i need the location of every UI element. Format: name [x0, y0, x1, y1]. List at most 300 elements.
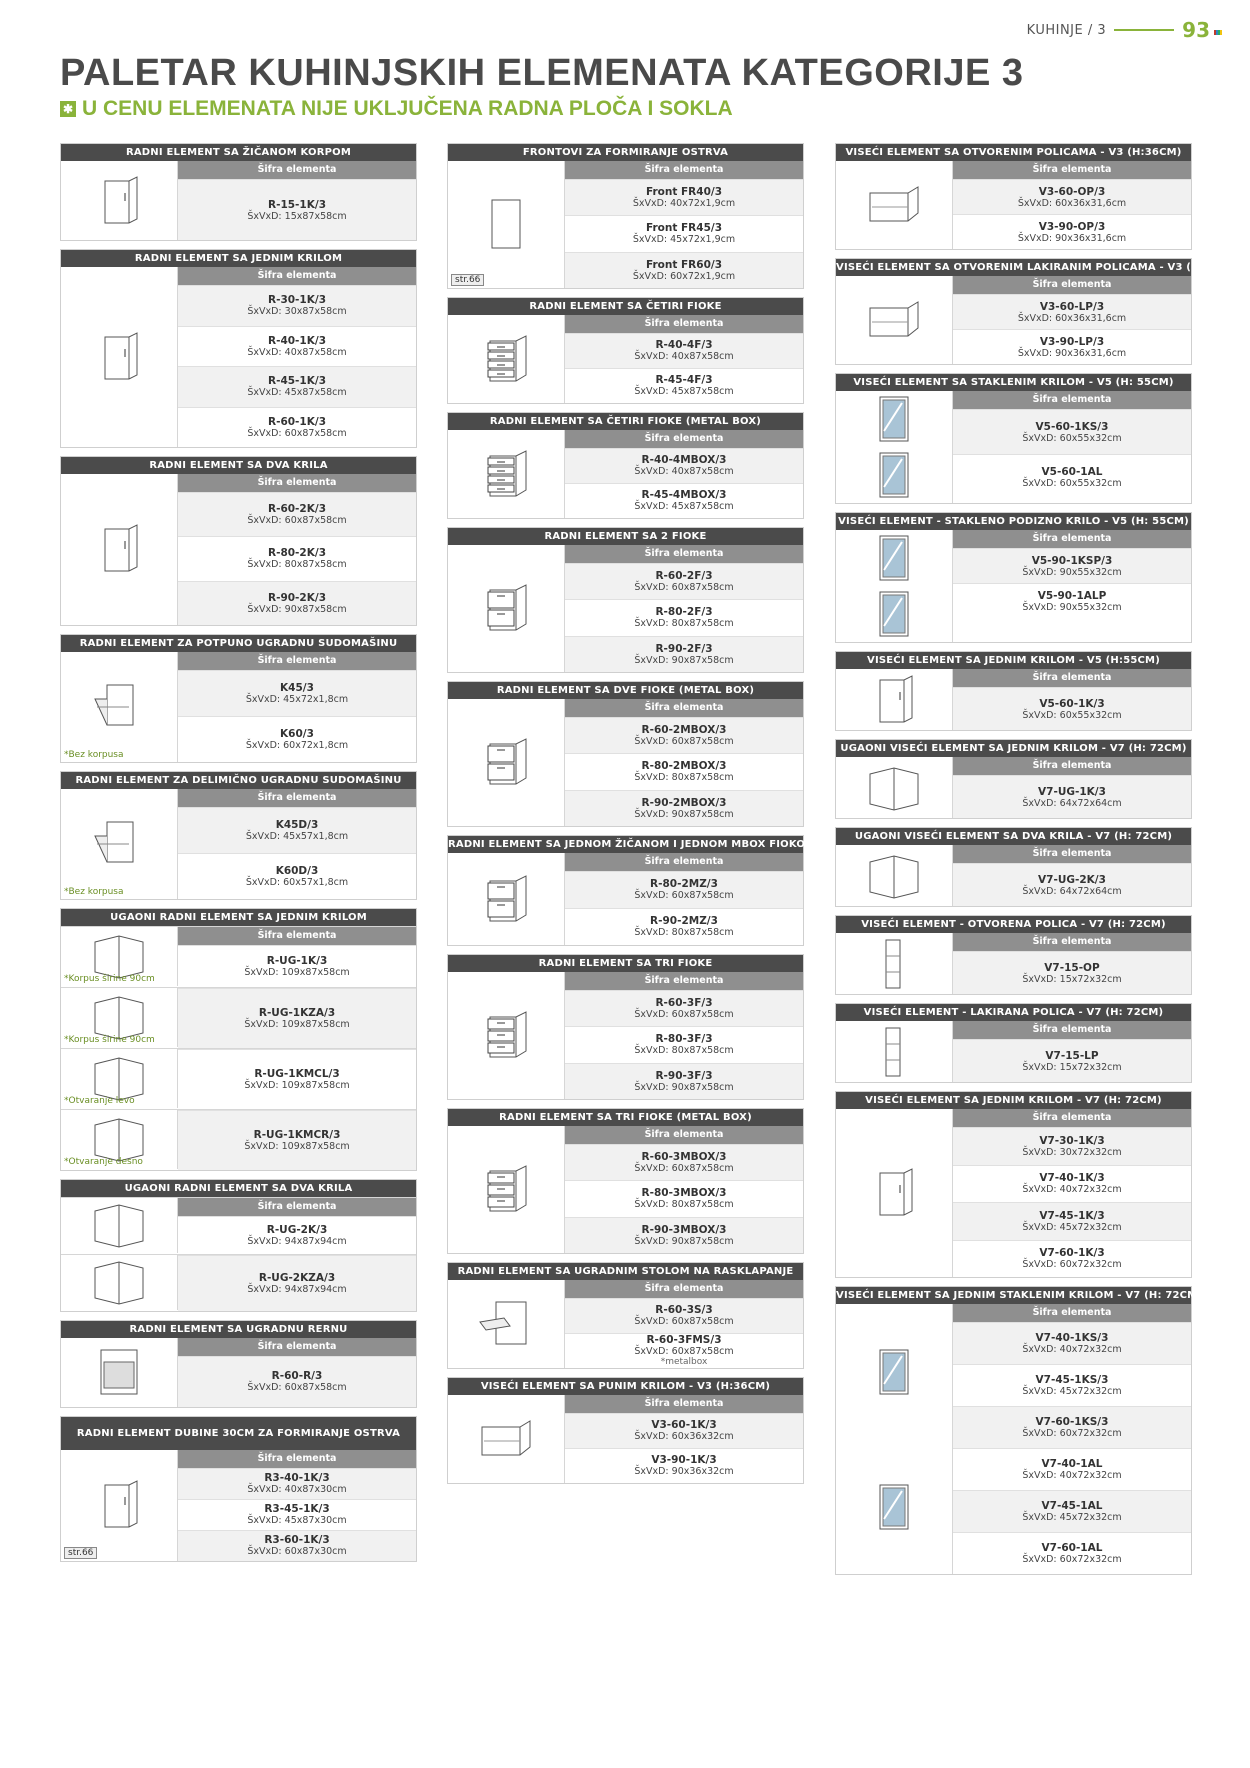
section-title: VISEĆI ELEMENT - OTVORENA POLICA - V7 (H: 72CM) — [836, 916, 1191, 933]
element-dimensions: ŠxVxD: 60x72x32cm — [1022, 1554, 1122, 1565]
code-list — [953, 1304, 1191, 1574]
list-item — [565, 636, 803, 672]
code-list — [178, 161, 416, 240]
element-code: R-UG-1KZA/3 — [258, 1006, 336, 1019]
list-item — [178, 1255, 416, 1311]
product-image — [836, 276, 953, 364]
column-wall-cabinets — [835, 143, 1241, 1583]
section-title: UGAONI RADNI ELEMENT SA JEDNIM KRILOM — [61, 909, 416, 926]
product-image — [61, 652, 178, 762]
wall-corner-icon — [864, 760, 924, 816]
product-image — [448, 545, 565, 672]
list-item — [953, 1490, 1191, 1532]
list-item — [953, 1406, 1191, 1448]
page-subtitle — [60, 97, 733, 121]
product-note: *Otvaranje levo — [64, 1095, 135, 1106]
code-column-header: Šifra elementa — [953, 1109, 1191, 1127]
code-list — [565, 161, 803, 288]
element-dimensions: ŠxVxD: 60x36x32cm — [634, 1431, 734, 1443]
element-code: V5-60-1AL — [1041, 465, 1103, 478]
element-dimensions: ŠxVxD: 40x87x58cm — [247, 346, 347, 358]
list-item — [565, 1144, 803, 1180]
section-title: RADNI ELEMENT ZA DELIMIČNO UGRADNU SUDOMAŠINU — [61, 772, 416, 789]
product-section — [447, 1377, 804, 1484]
element-dimensions: ŠxVxD: 45x72x1,8cm — [245, 693, 349, 705]
code-column-header: Šifra elementa — [178, 474, 416, 492]
element-dimensions: ŠxVxD: 80x87x58cm — [634, 772, 734, 784]
product-variant — [61, 1048, 416, 1109]
code-list — [953, 845, 1191, 906]
product-image — [61, 1110, 178, 1169]
product-note: *Otvaranje desno — [64, 1156, 143, 1167]
section-body — [448, 430, 803, 518]
list-item — [178, 366, 416, 407]
section-body — [448, 853, 803, 945]
code-list — [178, 1255, 416, 1311]
product-section — [60, 908, 417, 1171]
element-code: V3-90-LP/3 — [1039, 335, 1105, 348]
product-section — [835, 143, 1192, 250]
element-dimensions: ŠxVxD: 40x72x1,9cm — [632, 198, 736, 210]
code-list — [178, 927, 416, 987]
code-list — [565, 1395, 803, 1483]
element-dimensions: ŠxVxD: 90x87x58cm — [634, 1081, 734, 1093]
product-image — [448, 315, 565, 403]
element-dimensions: ŠxVxD: 60x72x32cm — [1022, 1428, 1122, 1439]
section-body — [836, 1021, 1191, 1082]
product-image — [836, 1109, 953, 1277]
section-body — [836, 161, 1191, 249]
product-image — [836, 1021, 953, 1082]
code-list — [178, 1198, 416, 1254]
code-column-header: Šifra elementa — [953, 161, 1191, 179]
element-code: V5-60-1K/3 — [1039, 697, 1105, 710]
code-column-header: Šifra elementa — [565, 430, 803, 448]
product-image — [61, 474, 178, 625]
product-image — [61, 1198, 178, 1253]
product-section — [447, 143, 804, 289]
code-list — [953, 161, 1191, 249]
code-list — [178, 1338, 416, 1407]
code-list — [565, 1126, 803, 1253]
element-code: R-30-1K/3 — [268, 294, 326, 307]
list-item — [953, 179, 1191, 214]
element-code: K45/3 — [280, 681, 314, 694]
element-code: R-60-R/3 — [271, 1370, 323, 1383]
code-list — [178, 652, 416, 762]
list-item — [953, 1165, 1191, 1203]
element-dimensions: ŠxVxD: 80x87x58cm — [247, 559, 347, 571]
element-dimensions: ŠxVxD: 45x87x58cm — [634, 386, 734, 398]
element-code: V7-30-1K/3 — [1039, 1134, 1105, 1147]
element-dimensions: ŠxVxD: 60x36x31,6cm — [1017, 312, 1127, 324]
product-image — [61, 1450, 178, 1561]
section-title: RADNI ELEMENT SA UGRADNIM STOLOM NA RASKLAPANJE — [448, 1263, 803, 1280]
product-image — [61, 1049, 178, 1108]
element-dimensions: ŠxVxD: 64x72x64cm — [1022, 797, 1122, 809]
element-dimensions: ŠxVxD: 15x87x58cm — [247, 210, 347, 222]
two-drawer-icon — [476, 580, 536, 636]
element-code: R-90-2K/3 — [268, 591, 326, 604]
section-title: RADNI ELEMENT SA TRI FIOKE (METAL BOX) — [448, 1109, 803, 1126]
section-body — [836, 757, 1191, 818]
product-variant — [61, 1197, 416, 1254]
code-column-header: Šifra elementa — [953, 391, 1191, 409]
list-item — [178, 179, 416, 240]
list-item — [565, 1448, 803, 1483]
product-section — [447, 1262, 804, 1369]
wire-drawer-icon — [476, 871, 536, 927]
section-title: RADNI ELEMENT SA ŽIČANOM KORPOM — [61, 144, 416, 161]
code-column-header: Šifra elementa — [178, 927, 416, 945]
code-list — [178, 474, 416, 625]
code-list — [953, 933, 1191, 994]
list-item — [178, 1530, 416, 1561]
element-code: R-15-1K/3 — [268, 198, 326, 211]
list-item — [565, 599, 803, 635]
element-code: R-90-3F/3 — [655, 1069, 713, 1082]
code-list — [565, 699, 803, 826]
element-code: V7-45-1KS/3 — [1035, 1374, 1109, 1386]
element-dimensions: ŠxVxD: 45x87x58cm — [634, 501, 734, 513]
element-dimensions: ŠxVxD: 64x72x64cm — [1022, 885, 1122, 897]
subtitle-text: U CENU ELEMENATA NIJE UKLJUČENA RADNA PLOČA I SOKLA — [82, 97, 733, 120]
element-code: V7-15-LP — [1045, 1049, 1099, 1062]
front-panel-icon — [476, 196, 536, 252]
code-column-header: Šifra elementa — [178, 1450, 416, 1468]
element-code: V7-40-1KS/3 — [1035, 1332, 1109, 1344]
code-list — [565, 853, 803, 945]
element-code: Front FR40/3 — [645, 186, 723, 199]
code-column-header: Šifra elementa — [565, 1280, 803, 1298]
list-item — [178, 1499, 416, 1530]
three-drawer-icon — [476, 1007, 536, 1063]
section-title: VISEĆI ELEMENT SA JEDNIM KRILOM - V5 (H:55CM) — [836, 652, 1191, 669]
product-section — [447, 412, 804, 519]
element-code: R-80-2K/3 — [268, 547, 326, 560]
element-code: R3-45-1K/3 — [264, 1503, 330, 1516]
list-item — [953, 951, 1191, 994]
section-body — [61, 161, 416, 240]
wire-basket-cabinet-icon — [89, 173, 149, 229]
code-column-header: Šifra elementa — [565, 545, 803, 563]
code-column-header: Šifra elementa — [178, 267, 416, 285]
element-code: R-90-2F/3 — [655, 642, 713, 655]
list-item — [178, 807, 416, 853]
section-body — [448, 1280, 803, 1368]
element-dimensions: ŠxVxD: 45x72x32cm — [1022, 1221, 1122, 1233]
section-title: UGAONI RADNI ELEMENT SA DVA KRILA — [61, 1180, 416, 1197]
code-column-header: Šifra elementa — [953, 669, 1191, 687]
element-code: V5-60-1KS/3 — [1035, 420, 1109, 433]
section-body — [836, 391, 1191, 503]
list-item — [565, 1063, 803, 1099]
wall-corner-double-icon — [864, 848, 924, 904]
narrow-shelf-icon — [864, 1024, 924, 1080]
list-item — [565, 333, 803, 368]
tall-glass-cabinet-icon — [864, 1479, 924, 1535]
section-title: VISEĆI ELEMENT SA JEDNIM STAKLENIM KRILOM - V7 (H: 72CM) — [836, 1287, 1191, 1304]
list-item — [178, 285, 416, 326]
code-list — [565, 1280, 803, 1368]
element-code: R-45-4MBOX/3 — [641, 489, 727, 502]
element-code: R-80-3F/3 — [655, 1033, 713, 1046]
three-drawer-icon — [476, 1161, 536, 1217]
product-image — [61, 1255, 178, 1310]
product-section — [447, 835, 816, 946]
product-section — [447, 1108, 804, 1254]
code-list — [953, 391, 1191, 503]
list-item — [953, 1039, 1191, 1082]
code-column-header: Šifra elementa — [953, 757, 1191, 775]
product-section — [447, 954, 804, 1100]
product-image — [836, 530, 953, 642]
product-image — [448, 430, 565, 518]
product-section — [835, 1091, 1192, 1278]
glass-door-icon — [864, 447, 924, 503]
section-body — [836, 669, 1191, 730]
element-code: V7-40-1K/3 — [1039, 1172, 1105, 1185]
section-body — [836, 933, 1191, 994]
list-item — [565, 990, 803, 1026]
element-dimensions: ŠxVxD: 15x72x32cm — [1022, 1061, 1122, 1073]
wall-flap-cabinet-icon — [476, 1411, 536, 1467]
element-dimensions: ŠxVxD: 45x87x30cm — [247, 1515, 347, 1527]
section-body — [448, 545, 803, 672]
element-dimensions: ŠxVxD: 60x57x1,8cm — [245, 876, 349, 888]
element-dimensions: ŠxVxD: 109x87x58cm — [244, 1079, 350, 1091]
element-dimensions: ŠxVxD: 60x72x1,9cm — [632, 270, 736, 282]
product-image — [836, 391, 953, 503]
code-list — [565, 430, 803, 518]
oven-cabinet-icon — [89, 1344, 149, 1400]
element-code: R-40-4MBOX/3 — [641, 454, 727, 467]
element-dimensions: ŠxVxD: 109x87x58cm — [244, 1140, 350, 1152]
element-dimensions: ŠxVxD: 60x36x31,6cm — [1017, 197, 1127, 209]
code-list — [178, 1049, 416, 1109]
product-section — [835, 1286, 1203, 1575]
section-title: VISEĆI ELEMENT SA JEDNIM KRILOM - V7 (H: 72CM) — [836, 1092, 1191, 1109]
section-body — [61, 789, 416, 899]
list-item — [565, 871, 803, 908]
list-item — [565, 790, 803, 826]
element-dimensions: ŠxVxD: 90x87x58cm — [634, 654, 734, 666]
product-image — [61, 267, 178, 447]
element-code: R3-60-1K/3 — [264, 1534, 330, 1547]
list-item — [953, 583, 1191, 618]
list-item — [565, 1413, 803, 1448]
element-code: R-45-4F/3 — [655, 374, 713, 387]
section-body — [448, 699, 803, 826]
element-dimensions: ŠxVxD: 45x87x58cm — [247, 387, 347, 399]
element-dimensions: ŠxVxD: 60x87x58cm — [634, 890, 734, 902]
element-code: R-60-2F/3 — [655, 570, 713, 583]
list-item — [178, 716, 416, 762]
element-code: R-60-2K/3 — [268, 503, 326, 516]
element-dimensions: ŠxVxD: 60x87x58cm — [247, 427, 347, 439]
code-list — [953, 530, 1191, 642]
section-body — [836, 1304, 1191, 1574]
section-body — [448, 161, 803, 288]
product-image — [448, 853, 565, 945]
list-item — [953, 214, 1191, 249]
element-dimensions: ŠxVxD: 90x87x58cm — [247, 603, 347, 615]
product-image — [448, 1126, 565, 1253]
element-dimensions: ŠxVxD: 30x72x32cm — [1022, 1146, 1122, 1158]
product-section — [835, 373, 1192, 504]
product-image — [61, 161, 178, 240]
shallow-cabinet-icon — [89, 1477, 149, 1533]
section-body — [61, 1450, 416, 1561]
list-item — [953, 687, 1191, 730]
code-column-header: Šifra elementa — [953, 1021, 1191, 1039]
code-column-header: Šifra elementa — [178, 1198, 416, 1216]
code-column-header: Šifra elementa — [178, 1338, 416, 1356]
code-column-header: Šifra elementa — [953, 845, 1191, 863]
element-dimensions: ŠxVxD: 94x87x94cm — [247, 1283, 347, 1295]
section-title: VISEĆI ELEMENT - STAKLENO PODIZNO KRILO - V5 (H: 55CM) — [836, 513, 1191, 530]
product-image — [448, 1280, 565, 1368]
wall-single-door-icon — [864, 672, 924, 728]
section-body — [836, 1109, 1191, 1277]
list-item — [178, 853, 416, 899]
product-image — [61, 1338, 178, 1407]
section-title: VISEĆI ELEMENT SA OTVORENIM LAKIRANIM POLICAMA - V3 (H:36CM) — [836, 259, 1191, 276]
product-variant — [61, 987, 416, 1048]
list-item — [953, 863, 1191, 906]
code-list — [565, 315, 803, 403]
element-dimensions: ŠxVxD: 90x36x31,6cm — [1017, 347, 1127, 359]
element-code: V3-60-OP/3 — [1038, 185, 1106, 198]
code-column-header: Šifra elementa — [953, 276, 1191, 294]
code-column-header: Šifra elementa — [953, 1304, 1191, 1322]
code-list — [565, 972, 803, 1099]
section-body — [448, 1126, 803, 1253]
section-title: RADNI ELEMENT SA TRI FIOKE — [448, 955, 803, 972]
element-dimensions: ŠxVxD: 90x36x32cm — [634, 1466, 734, 1478]
code-list — [178, 267, 416, 447]
list-item — [178, 492, 416, 536]
element-dimensions: ŠxVxD: 40x87x30cm — [247, 1484, 347, 1496]
section-body — [61, 474, 416, 625]
element-dimensions: ŠxVxD: 40x87x58cm — [634, 351, 734, 363]
element-dimensions: ŠxVxD: 60x72x32cm — [1022, 1259, 1122, 1271]
product-image — [448, 972, 565, 1099]
list-item — [953, 1364, 1191, 1406]
section-body — [836, 276, 1191, 364]
element-dimensions: ŠxVxD: 80x87x58cm — [634, 1045, 734, 1057]
code-column-header: Šifra elementa — [565, 161, 803, 179]
code-list — [565, 545, 803, 672]
product-section — [60, 1320, 417, 1408]
element-dimensions: ŠxVxD: 60x87x58cm — [634, 1009, 734, 1021]
code-list — [953, 757, 1191, 818]
element-code: V7-60-1KS/3 — [1035, 1416, 1109, 1428]
list-item — [178, 326, 416, 367]
element-code: Front FR45/3 — [645, 222, 723, 235]
product-note: *Korpus širine 90cm — [64, 1034, 155, 1045]
list-item — [178, 670, 416, 716]
code-column-header: Šifra elementa — [565, 853, 803, 871]
glass-door-icon — [864, 391, 924, 447]
tall-glass-cabinet-icon — [864, 1344, 924, 1400]
code-column-header: Šifra elementa — [565, 972, 803, 990]
product-note: *Korpus širine 90cm — [64, 973, 155, 984]
list-item — [565, 563, 803, 599]
element-code: V7-60-1AL — [1041, 1542, 1103, 1554]
product-variant — [61, 1109, 416, 1170]
element-dimensions: ŠxVxD: 60x87x58cm — [634, 1163, 734, 1175]
code-list — [178, 1450, 416, 1561]
folding-table-icon — [476, 1296, 536, 1352]
product-section — [447, 297, 804, 404]
element-dimensions: ŠxVxD: 60x87x58cm — [247, 1382, 347, 1394]
section-title: RADNI ELEMENT SA JEDNIM KRILOM — [61, 250, 416, 267]
brand-mark-icon — [1214, 30, 1222, 35]
single-door-cabinet-icon — [89, 329, 149, 385]
element-dimensions: ŠxVxD: 60x72x1,8cm — [245, 739, 349, 751]
code-column-header: Šifra elementa — [178, 789, 416, 807]
narrow-shelf-icon — [864, 936, 924, 992]
code-column-header: Šifra elementa — [565, 1395, 803, 1413]
product-image — [836, 757, 953, 818]
section-title: VISEĆI ELEMENT - LAKIRANA POLICA - V7 (H: 72CM) — [836, 1004, 1191, 1021]
element-note: *metalbox — [660, 1357, 708, 1368]
product-image — [836, 1304, 953, 1574]
glass-lift-door-icon — [864, 586, 924, 642]
element-code: V3-60-LP/3 — [1039, 300, 1105, 313]
product-section — [835, 1003, 1192, 1083]
product-section — [835, 512, 1192, 643]
element-code: V5-90-1KSP/3 — [1031, 554, 1113, 567]
list-item — [178, 1110, 416, 1170]
list-item — [178, 581, 416, 625]
section-title: RADNI ELEMENT SA ČETIRI FIOKE — [448, 298, 803, 315]
element-code: K45D/3 — [275, 818, 319, 831]
code-list — [178, 988, 416, 1048]
product-section — [835, 258, 1241, 365]
product-image — [61, 789, 178, 899]
element-code: V7-45-1K/3 — [1039, 1209, 1105, 1222]
page-number: 93 — [1182, 18, 1210, 42]
element-dimensions: ŠxVxD: 15x72x32cm — [1022, 973, 1122, 985]
section-title: UGAONI VISEĆI ELEMENT SA DVA KRILA - V7 (H: 72CM) — [836, 828, 1191, 845]
section-title: RADNI ELEMENT SA JEDNOM ŽIČANOM I JEDNOM MBOX FIOKOM — [448, 836, 803, 853]
section-title: RADNI ELEMENT SA DVE FIOKE (METAL BOX) — [448, 682, 803, 699]
element-dimensions: ŠxVxD: 60x87x58cm — [634, 736, 734, 748]
element-code: R-80-3MBOX/3 — [641, 1187, 727, 1200]
code-list — [953, 1021, 1191, 1082]
list-item — [565, 1180, 803, 1216]
element-dimensions: ŠxVxD: 94x87x94cm — [247, 1235, 347, 1247]
element-code: K60/3 — [280, 727, 314, 740]
list-item — [565, 1217, 803, 1253]
list-item — [953, 329, 1191, 364]
element-code: V3-90-1K/3 — [651, 1454, 717, 1467]
element-dimensions: ŠxVxD: 90x87x58cm — [634, 1235, 734, 1247]
element-code: R-UG-1K/3 — [266, 954, 328, 967]
code-column-header: Šifra elementa — [565, 699, 803, 717]
section-title: RADNI ELEMENT SA DVA KRILA — [61, 457, 416, 474]
section-title: RADNI ELEMENT SA UGRADNU RERNU — [61, 1321, 416, 1338]
code-column-header: Šifra elementa — [953, 933, 1191, 951]
element-dimensions: ŠxVxD: 60x87x58cm — [634, 582, 734, 594]
product-section — [60, 249, 417, 448]
product-image — [836, 669, 953, 730]
element-code: R-90-2MZ/3 — [650, 915, 718, 928]
element-dimensions: ŠxVxD: 90x87x58cm — [634, 808, 734, 820]
open-shelf-icon — [864, 177, 924, 233]
